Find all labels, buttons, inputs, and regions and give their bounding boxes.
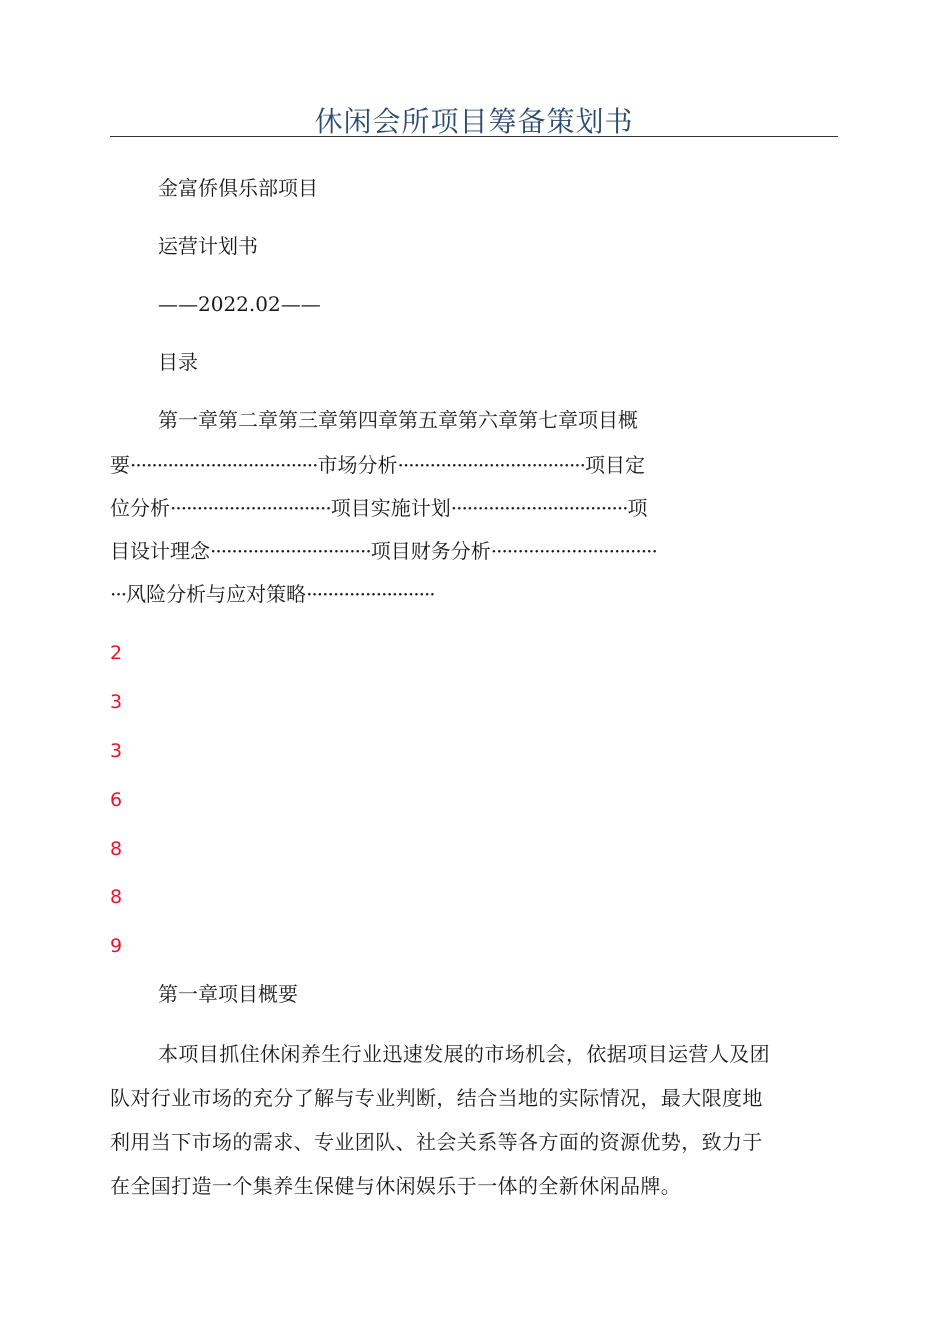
toc-entry-text: 要 [110, 453, 130, 477]
document-title: 休闲会所项目筹备策划书 [314, 105, 634, 138]
toc-page-number: 3 [110, 691, 123, 713]
toc-entry-text: 项目财务分析 [370, 539, 491, 563]
toc-leader-dots: ······························ [210, 539, 371, 563]
chapter-heading: 第一章项目概要 [158, 982, 298, 1006]
toc-page-number: 8 [110, 838, 123, 860]
toc-entry-text: 项 [627, 496, 648, 520]
paragraph-line: 队对行业市场的充分了解与专业判断，结合当地的实际情况，最大限度地 [110, 1086, 763, 1110]
toc-leader-dots: ··································· [130, 453, 318, 477]
toc-entry-text: 项目实施计划 [330, 496, 451, 520]
plan-title-line: 运营计划书 [158, 234, 258, 258]
toc-leader-dots: ································· [450, 496, 628, 520]
toc-page-number: 2 [110, 642, 123, 664]
toc-entry-text: 项目定 [585, 453, 646, 477]
toc-chapters-line: 第一章第二章第三章第四章第五章第六章第七章项目概 [158, 408, 638, 432]
toc-leader-dots: ······························· [490, 539, 657, 563]
toc-entry-text: 位分析 [110, 496, 170, 520]
toc-leader-dots: ··· [110, 582, 127, 606]
toc-row-2 [110, 494, 648, 522]
toc-row-1 [110, 451, 645, 479]
date-line: ——2022.02—— [158, 292, 321, 316]
toc-entry-text: 目设计理念 [110, 539, 210, 563]
toc-page-number: 3 [110, 740, 123, 762]
toc-page-number: 8 [110, 886, 123, 908]
toc-entry-text: 市场分析 [317, 453, 398, 477]
toc-leader-dots: ······························ [170, 496, 331, 520]
toc-row-4 [110, 580, 435, 608]
toc-heading: 目录 [158, 350, 198, 374]
toc-entry-text: 风险分析与应对策略 [126, 582, 307, 606]
paragraph-line: 利用当下市场的需求、专业团队、社会关系等各方面的资源优势，致力于 [110, 1130, 763, 1154]
toc-leader-dots: ························ [306, 582, 435, 606]
toc-leader-dots: ··································· [397, 453, 586, 477]
toc-page-number: 9 [110, 935, 123, 957]
toc-page-number: 6 [110, 789, 123, 811]
paragraph-line: 本项目抓住休闲养生行业迅速发展的市场机会，依据项目运营人及团 [158, 1042, 770, 1066]
paragraph-line: 在全国打造一个集养生保健与休闲娱乐于一体的全新休闲品牌。 [110, 1174, 682, 1198]
toc-row-3 [110, 537, 657, 565]
title-underline [110, 136, 838, 137]
project-name-line: 金富侨俱乐部项目 [158, 176, 318, 200]
